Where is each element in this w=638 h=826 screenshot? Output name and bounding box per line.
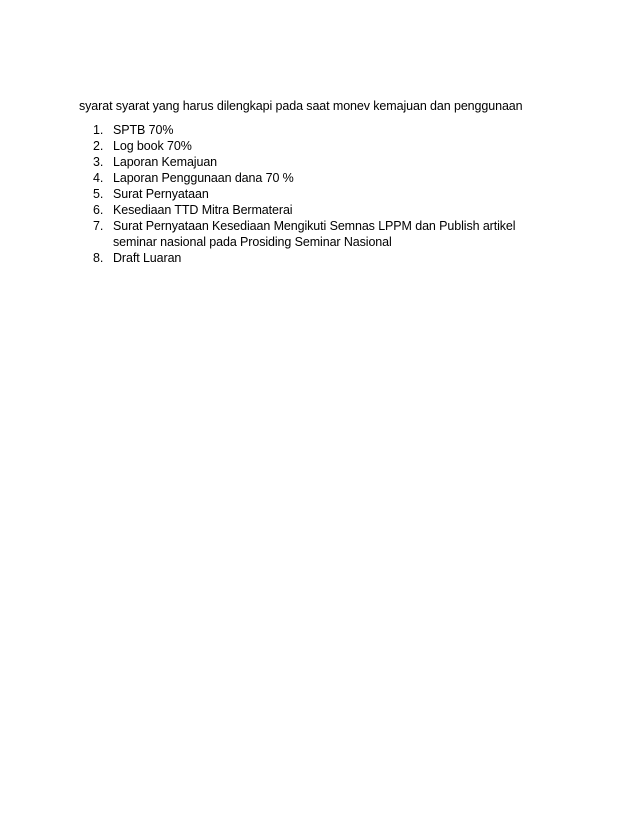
list-item: [79, 154, 559, 170]
list-item-text: Draft Luaran: [113, 251, 182, 265]
list-item: [79, 186, 559, 202]
intro-paragraph: syarat syarat yang harus dilengkapi pada saat monev kemajuan dan penggunaan: [79, 99, 523, 113]
list-item: [79, 202, 559, 218]
list-item-text: Laporan Kemajuan: [113, 155, 218, 169]
list-item-text: Surat Pernyataan Kesediaan Mengikuti Semnas LPPM dan Publish artikel seminar nasional pada Prosiding Seminar Nasional: [113, 219, 516, 249]
list-item-number: 4.: [93, 171, 104, 185]
list-item-text: Kesediaan TTD Mitra Bermaterai: [113, 203, 293, 217]
list-item-text: Log book 70%: [113, 139, 192, 153]
list-item-number: 6.: [93, 203, 104, 217]
list-item-number: 5.: [93, 187, 104, 201]
list-item-text: SPTB 70%: [113, 123, 174, 137]
list-item-number: 3.: [93, 155, 104, 169]
list-item-number: 2.: [93, 139, 104, 153]
requirements-list: [79, 122, 559, 266]
list-item: [79, 170, 559, 186]
list-item-number: 1.: [93, 123, 104, 137]
list-item: [79, 218, 559, 250]
list-item: [79, 122, 559, 138]
list-item: [79, 138, 559, 154]
list-item-number: 8.: [93, 251, 104, 265]
list-item: [79, 250, 559, 266]
list-item-text: Laporan Penggunaan dana 70 %: [113, 171, 294, 185]
list-item-number: 7.: [93, 219, 104, 233]
list-item-text: Surat Pernyataan: [113, 187, 209, 201]
